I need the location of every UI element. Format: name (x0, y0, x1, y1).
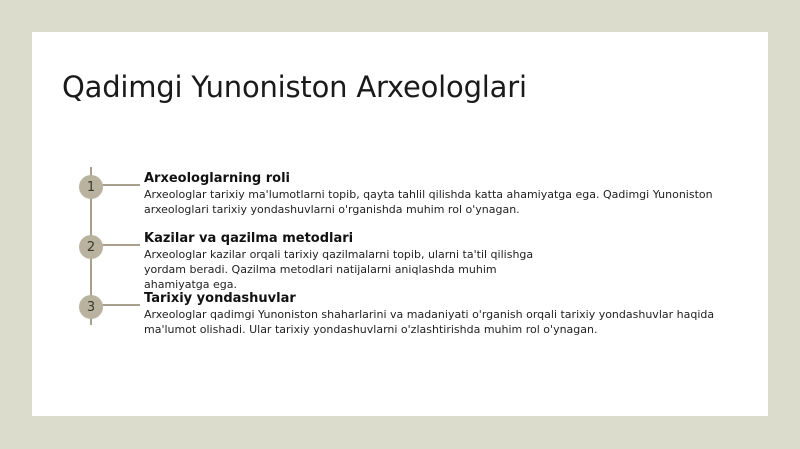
timeline-item (144, 291, 744, 337)
slide (32, 32, 768, 416)
item-heading: Kazilar va qazilma metodlari (144, 231, 354, 246)
timeline-connector (102, 184, 140, 186)
step-number-badge: 3 (79, 295, 103, 319)
timeline-item (144, 171, 744, 217)
item-heading: Tarixiy yondashuvlar (144, 291, 296, 306)
slide-title: Qadimgi Yunoniston Arxeologlari (62, 70, 527, 104)
item-description: Arxeologlar kazilar orqali tarixiy qazilmalarni topib, ularni ta'til qilishga yordam beradi. Qazilma metodlari natijalarni aniqlashda muhim ahamiyatga ega. (144, 248, 534, 291)
step-number-badge: 1 (79, 175, 103, 199)
timeline-item (144, 231, 544, 292)
item-description: Arxeologlar qadimgi Yunoniston shaharlarini va madaniyati o'rganish orqali tarixiy yondashuvlar haqida ma'lumot olishadi. Ular tarixiy yondashuvlarni o'zlashtirishda muhim rol o'ynagan. (144, 308, 715, 336)
timeline-connector (102, 304, 140, 306)
step-number-badge: 2 (79, 235, 103, 259)
item-heading: Arxeologlarning roli (144, 171, 290, 186)
item-description: Arxeologlar tarixiy ma'lumotlarni topib, qayta tahlil qilishda katta ahamiyatga ega. Qadimgi Yunoniston arxeologlari tarixiy yondashuvlarni o'rganishda muhim rol o'ynagan. (144, 188, 713, 216)
timeline-connector (102, 244, 140, 246)
